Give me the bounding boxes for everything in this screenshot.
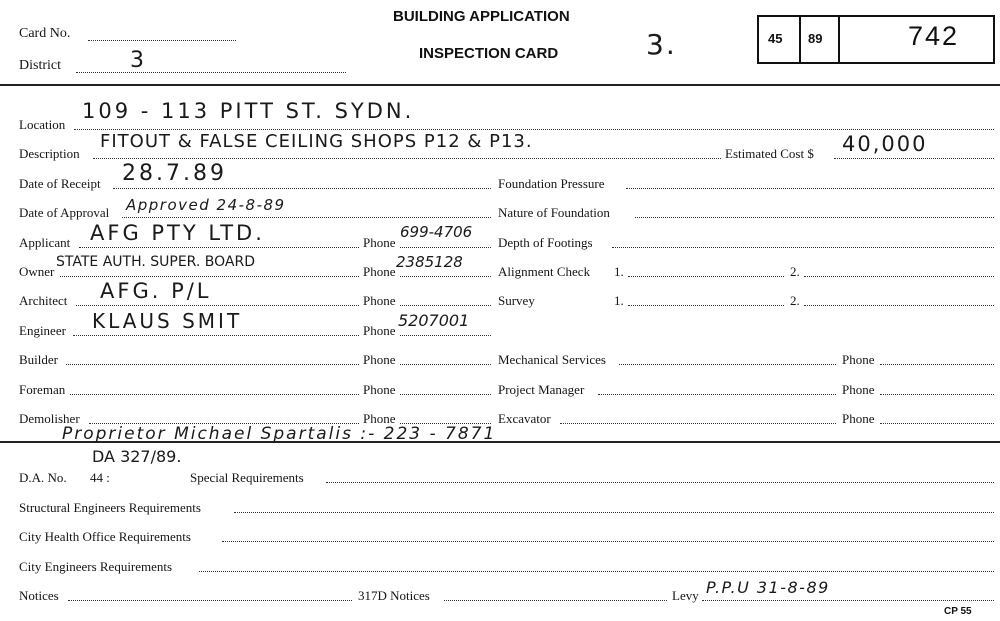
applicant-label: Applicant: [19, 235, 71, 250]
builder-field[interactable]: [66, 364, 359, 365]
box-divider-2: [838, 17, 840, 62]
notices-field[interactable]: [68, 600, 352, 601]
owner-phone-field[interactable]: [400, 276, 491, 277]
engineer-phone-label: Phone: [363, 323, 396, 338]
card-no-label: Card No.: [19, 26, 71, 41]
box-cell-1: 45: [768, 31, 783, 46]
card-title-line2: INSPECTION CARD: [419, 45, 559, 62]
owner-phone-label: Phone: [363, 264, 396, 279]
applicant-phone-value: 699-4706: [400, 223, 473, 241]
demolisher-label: Demolisher: [19, 411, 80, 426]
card-title-line1: BUILDING APPLICATION: [393, 8, 570, 25]
owner-phone-value: 2385128: [396, 253, 463, 271]
box-divider-1: [799, 17, 801, 62]
survey-num1: 1.: [614, 293, 624, 308]
alignment-check-field-1[interactable]: [628, 276, 784, 277]
da-no-label: D.A. No.: [19, 470, 67, 485]
alignment-check-label: Alignment Check: [498, 264, 591, 279]
owner-value: STATE AUTH. SUPER. BOARD: [56, 254, 256, 270]
city-engineers-label: City Engineers Requirements: [19, 559, 173, 574]
foundation-pressure-field[interactable]: [626, 188, 994, 189]
da-reference: DA 327/89.: [92, 447, 182, 466]
engineer-phone-field[interactable]: [400, 335, 491, 336]
estimated-cost-label: Estimated Cost $: [725, 146, 814, 161]
district-field[interactable]: [76, 72, 346, 73]
structural-engineers-field[interactable]: [234, 512, 994, 513]
project-manager-phone-label: Phone: [842, 382, 875, 397]
architect-phone-label: Phone: [363, 293, 396, 308]
foreman-phone-label: Phone: [363, 382, 396, 397]
location-value: 109 - 113 PITT ST. SYDN.: [82, 99, 415, 123]
da-no-value: 44 :: [90, 470, 110, 485]
location-label: Location: [19, 117, 66, 132]
proprietor-note: Proprietor Michael Spartalis :- 223 - 7871: [62, 424, 497, 444]
city-health-field[interactable]: [222, 541, 994, 542]
mechanical-services-field[interactable]: [619, 364, 836, 365]
card-title-handwritten: 3.: [646, 28, 677, 61]
engineer-phone-value: 5207001: [398, 311, 470, 330]
notices-317d-label: 317D Notices: [358, 588, 430, 603]
district-label: District: [19, 58, 61, 73]
date-of-receipt-value: 28.7.89: [122, 161, 227, 186]
box-card-number: 742: [908, 21, 960, 51]
estimated-cost-value: 40,000: [842, 132, 928, 156]
owner-label: Owner: [19, 264, 55, 279]
applicant-field[interactable]: [79, 247, 359, 248]
foreman-phone-field[interactable]: [400, 394, 491, 395]
levy-field[interactable]: [702, 600, 994, 601]
mechanical-services-phone-label: Phone: [842, 352, 875, 367]
engineer-value: KLAUS SMIT: [92, 309, 243, 333]
description-field[interactable]: [93, 158, 721, 159]
builder-label: Builder: [19, 352, 58, 367]
survey-field-1[interactable]: [628, 305, 784, 306]
notices-317d-field[interactable]: [444, 600, 667, 601]
foundation-pressure-label: Foundation Pressure: [498, 176, 605, 191]
architect-value: AFG. P/L: [100, 279, 212, 303]
header-divider: [0, 84, 1000, 86]
project-manager-phone-field[interactable]: [880, 394, 994, 395]
architect-field[interactable]: [76, 305, 359, 306]
applicant-phone-label: Phone: [363, 235, 396, 250]
date-of-approval-value: Approved 24-8-89: [126, 196, 286, 214]
excavator-field[interactable]: [560, 423, 836, 424]
demolisher-phone-label: Phone: [363, 411, 396, 426]
city-engineers-field[interactable]: [199, 571, 994, 572]
nature-of-foundation-label: Nature of Foundation: [498, 205, 610, 220]
date-of-receipt-field[interactable]: [113, 188, 491, 189]
mechanical-services-label: Mechanical Services: [498, 352, 606, 367]
builder-phone-label: Phone: [363, 352, 396, 367]
project-manager-field[interactable]: [598, 394, 836, 395]
description-value: FITOUT & FALSE CEILING SHOPS P12 & P13.: [100, 131, 533, 152]
district-value: 3: [130, 48, 146, 73]
engineer-field[interactable]: [73, 335, 359, 336]
nature-of-foundation-field[interactable]: [635, 217, 994, 218]
mechanical-services-phone-field[interactable]: [880, 364, 994, 365]
box-cell-2: 89: [808, 31, 823, 46]
notices-label: Notices: [19, 588, 59, 603]
card-number-box: [757, 15, 995, 64]
date-of-approval-label: Date of Approval: [19, 205, 110, 220]
excavator-phone-label: Phone: [842, 411, 875, 426]
project-manager-label: Project Manager: [498, 382, 585, 397]
builder-phone-field[interactable]: [400, 364, 491, 365]
survey-label: Survey: [498, 293, 535, 308]
alignment-check-num2: 2.: [790, 264, 800, 279]
form-code: CP 55: [944, 606, 972, 617]
survey-num2: 2.: [790, 293, 800, 308]
depth-of-footings-field[interactable]: [612, 247, 994, 248]
applicant-phone-field[interactable]: [400, 247, 491, 248]
depth-of-footings-label: Depth of Footings: [498, 235, 593, 250]
owner-field[interactable]: [60, 276, 359, 277]
excavator-label: Excavator: [498, 411, 551, 426]
architect-label: Architect: [19, 293, 68, 308]
special-requirements-label: Special Requirements: [190, 470, 304, 485]
survey-field-2[interactable]: [804, 305, 994, 306]
date-of-receipt-label: Date of Receipt: [19, 176, 101, 191]
estimated-cost-field[interactable]: [834, 158, 994, 159]
applicant-value: AFG PTY LTD.: [90, 221, 265, 245]
foreman-field[interactable]: [70, 394, 359, 395]
city-health-label: City Health Office Requirements: [19, 529, 191, 544]
excavator-phone-field[interactable]: [880, 423, 994, 424]
levy-label: Levy: [672, 588, 699, 603]
special-requirements-field[interactable]: [326, 482, 994, 483]
alignment-check-field-2[interactable]: [804, 276, 994, 277]
date-of-approval-field[interactable]: [122, 217, 491, 218]
location-field[interactable]: [74, 129, 994, 130]
structural-engineers-label: Structural Engineers Requirements: [19, 500, 201, 515]
card-no-field[interactable]: [88, 40, 236, 41]
description-label: Description: [19, 146, 80, 161]
levy-value: P.P.U 31-8-89: [706, 578, 830, 597]
engineer-label: Engineer: [19, 323, 66, 338]
foreman-label: Foreman: [19, 382, 66, 397]
architect-phone-field[interactable]: [400, 305, 491, 306]
alignment-check-num1: 1.: [614, 264, 624, 279]
